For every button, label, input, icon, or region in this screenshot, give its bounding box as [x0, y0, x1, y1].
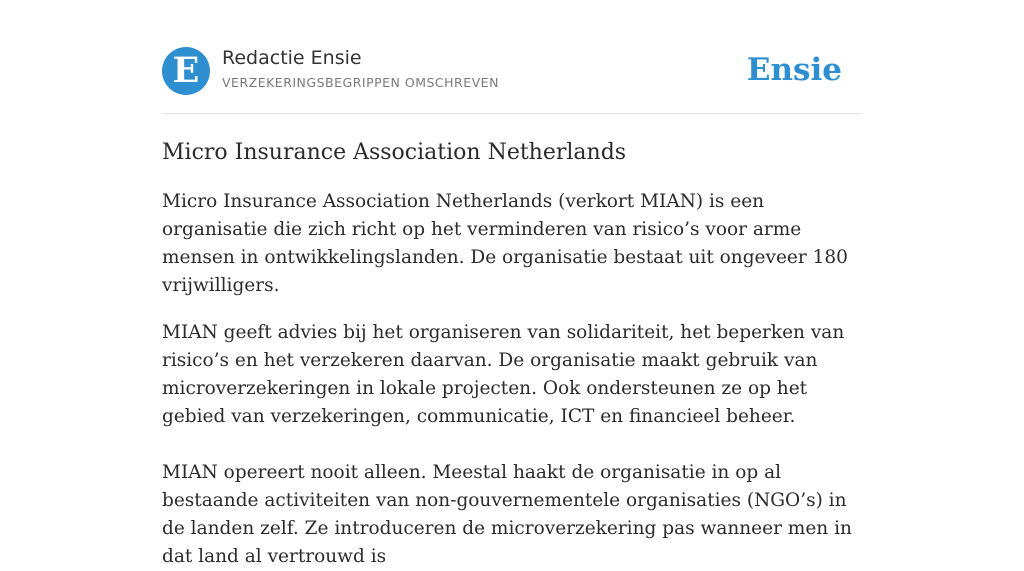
article-header — [162, 46, 862, 96]
article-content — [162, 136, 867, 571]
brand-logo[interactable]: Ensie — [746, 52, 842, 88]
author-name[interactable]: Redactie Ensie — [222, 47, 362, 69]
article-paragraph-1: Micro Insurance Association Netherlands (verkort MIAN) is een organisatie die zich richt op het verminderen van risico’s voor arme mensen in ontwikkelingslanden. De organisatie bestaat uit ongeveer 180 vrijwilligers. — [162, 191, 848, 296]
author-subtitle: VERZEKERINGSBEGRIPPEN OMSCHREVEN — [222, 75, 499, 90]
author-avatar[interactable]: E — [162, 47, 210, 95]
article-paragraph-3: MIAN opereert nooit alleen. Meestal haakt de organisatie in op al bestaande activiteiten van non-gouvernementele organisaties (NGO’s) in de landen zelf. Ze introduceren de microverzekering pas wanneer men in dat land al vertrouwd is — [162, 462, 852, 567]
header-divider — [162, 113, 862, 114]
article-title: Micro Insurance Association Netherlands — [162, 140, 627, 165]
article-paragraph-2: MIAN geeft advies bij het organiseren van solidariteit, het beperken van risico’s en het verzekeren daarvan. De organisatie maakt gebruik van microverzekeringen in lokale projecten. Ook ondersteunen ze op het gebied van verzekeringen, communicatie, ICT en financieel beheer. — [162, 322, 845, 427]
